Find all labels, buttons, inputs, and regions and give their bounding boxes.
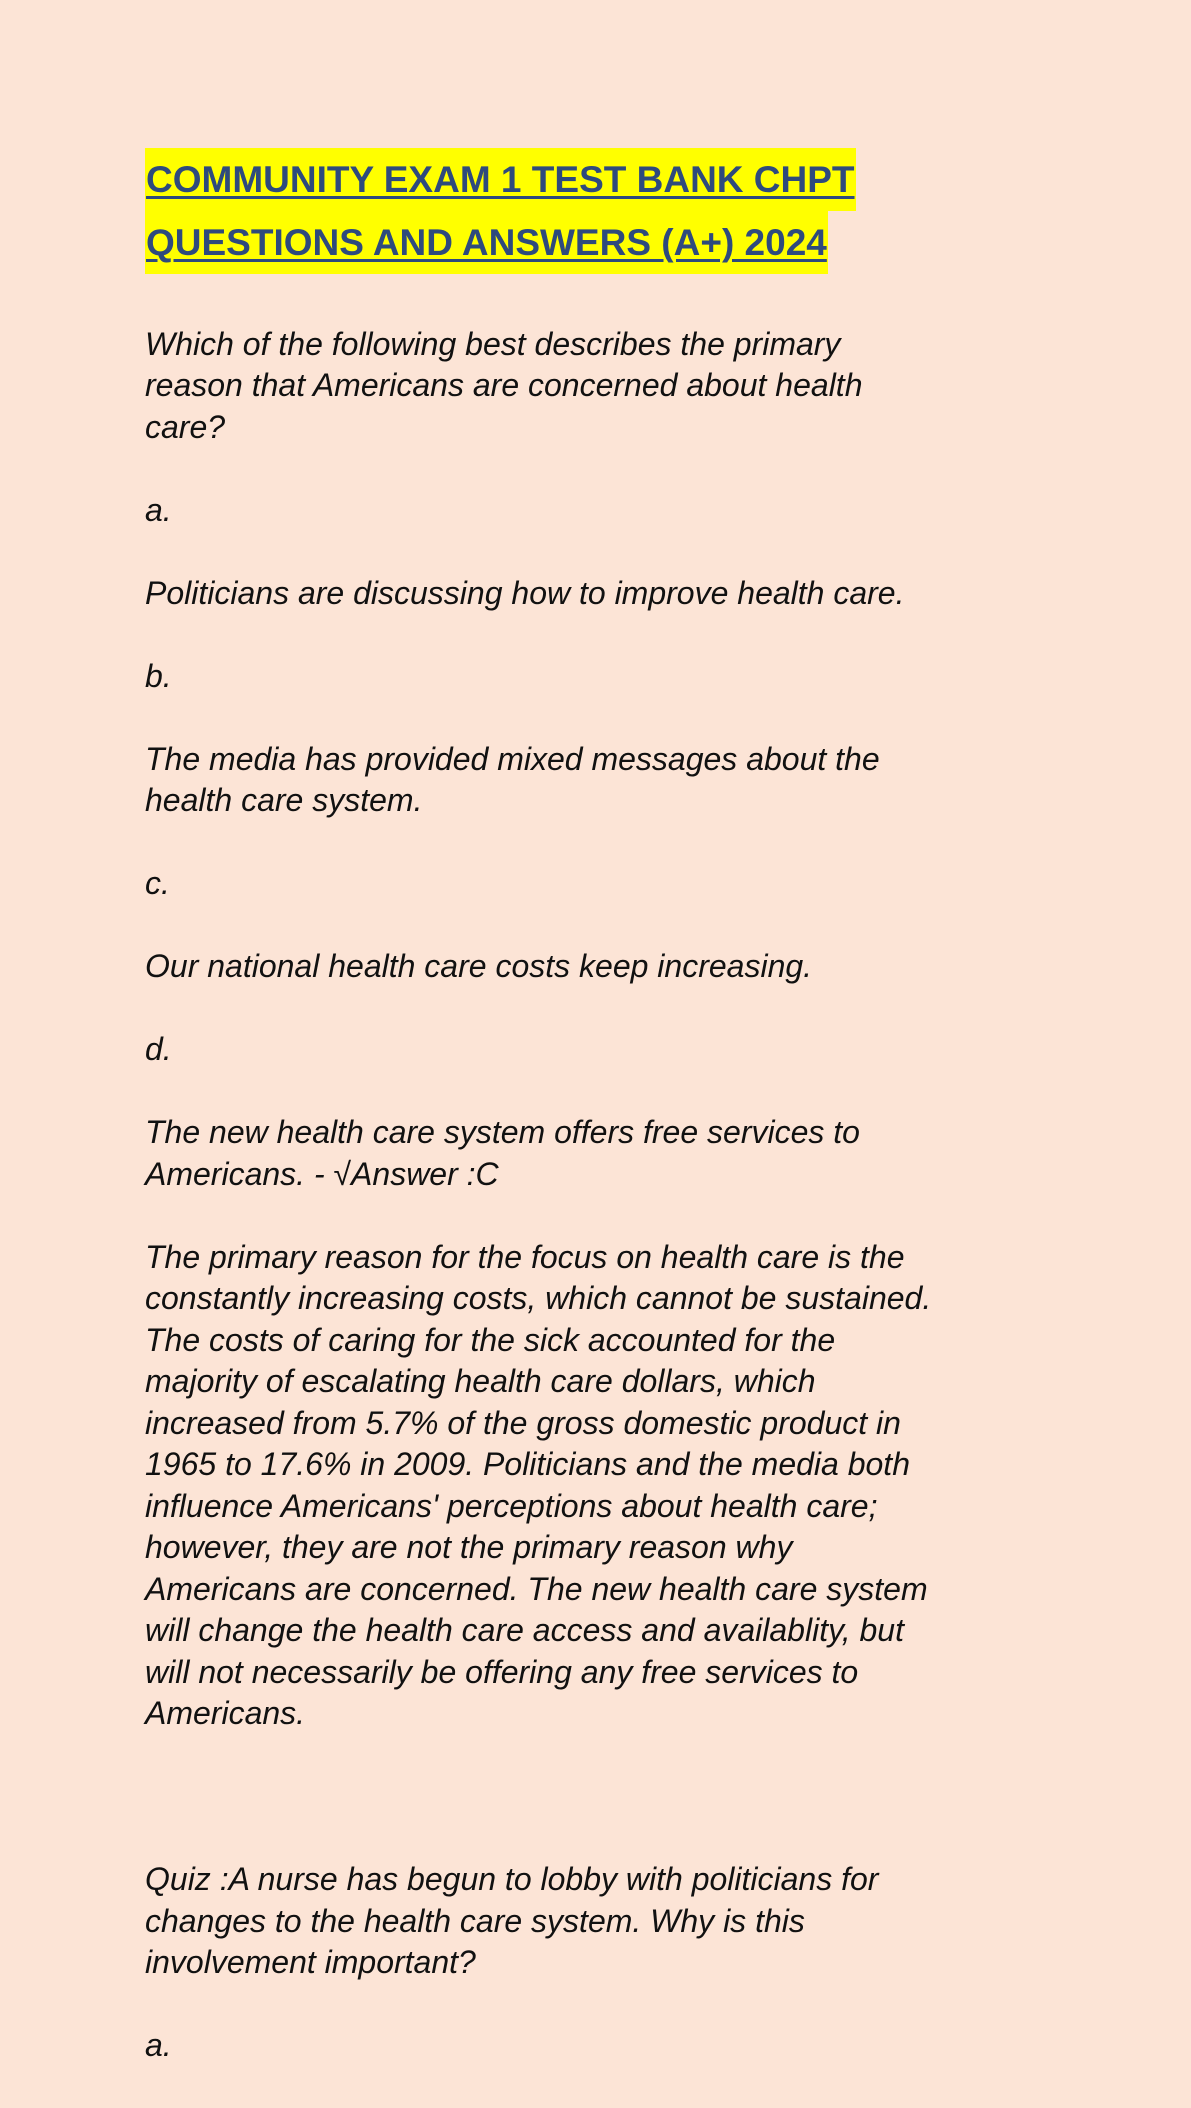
option-b-label: b. (145, 657, 172, 694)
option-d-label: d. (145, 1031, 172, 1067)
option-c-label: c. (145, 865, 170, 901)
question-2-stem: Quiz :A nurse has begun to lobby with politicians for changes to the health care system. Why is this involvement important? (145, 1861, 879, 1980)
option-c-text: Our national health care costs keep increasing. (145, 948, 813, 984)
document-title (145, 148, 1045, 274)
title-line-2: QUESTIONS AND ANSWERS (A+) 2024 (145, 211, 828, 274)
question-1-stem: Which of the following best describes the primary reason that Americans are concerned about health care? (145, 325, 863, 445)
paragraph-gap (145, 1776, 1045, 1818)
option-a-text: Politicians are discussing how to improve health care. (145, 574, 905, 611)
question-1 (145, 282, 1045, 2108)
document-page (145, 148, 1045, 2108)
title-line-1: COMMUNITY EXAM 1 TEST BANK CHPT (145, 148, 856, 211)
option-a-label: a. (145, 491, 172, 528)
option-d-text: The new health care system offers free services to Americans. - √Answer :C (145, 1114, 860, 1192)
option-b-text: The media has provided mixed messages about the health care system. (145, 740, 880, 818)
question-1-rationale: The primary reason for the focus on health care is the constantly increasing costs, which cannot be sustained. The costs of caring for the sick accounted for the majority of escalating health care dollars, which increased from 5.7% of the gross domestic product in 1965 to 17.6% in 2009. Politicians and the media both influence Americans' perceptions about health care; however, they are not the primary reason why Americans are concerned. The new health care system will change the health care access and availablity, but will not necessarily be offering any free services to Americans. (145, 1238, 932, 1731)
question-2-option-a-label: a. (145, 2027, 172, 2063)
